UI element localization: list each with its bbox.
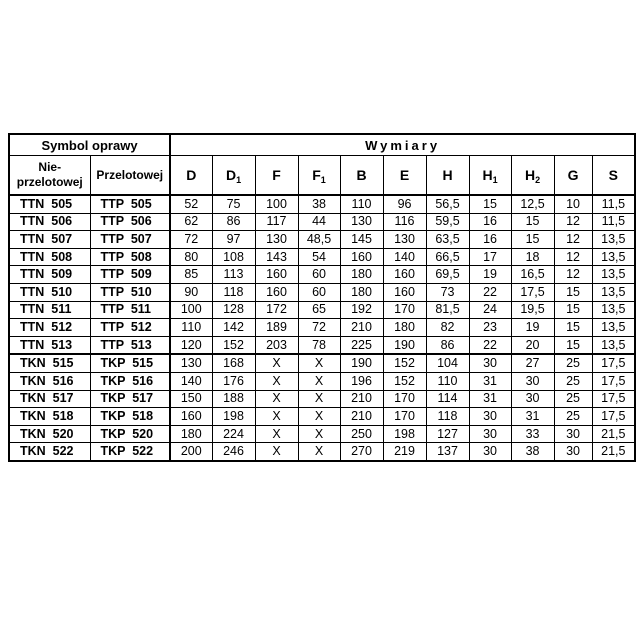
dimension-value: 13,5 <box>592 283 635 301</box>
dimension-value: 80 <box>170 248 212 266</box>
table-row <box>9 266 635 284</box>
dimension-value: 130 <box>170 354 212 372</box>
dimension-value: 30 <box>511 390 554 408</box>
dimension-value: 140 <box>383 248 426 266</box>
dimension-value: 130 <box>340 213 383 231</box>
dimension-value: 72 <box>298 319 340 337</box>
dimension-value: 180 <box>340 266 383 284</box>
dimension-value: 210 <box>340 319 383 337</box>
col-header-s: S <box>592 156 635 196</box>
dimension-value: X <box>298 354 340 372</box>
table-row <box>9 283 635 301</box>
symbol-nieprzelotowej: TKN 517 <box>9 390 90 408</box>
dimension-value: 30 <box>469 408 511 426</box>
dimension-value: 160 <box>255 266 298 284</box>
symbol-group-header: Symbol oprawy <box>9 134 170 156</box>
symbol-nieprzelotowej: TTN 506 <box>9 213 90 231</box>
dimension-value: 72 <box>170 231 212 249</box>
dimension-value: 210 <box>340 390 383 408</box>
dimension-value: 116 <box>383 213 426 231</box>
col-header-b: B <box>340 156 383 196</box>
dimension-value: 152 <box>212 336 255 354</box>
dimension-value: 172 <box>255 301 298 319</box>
dimension-value: 81,5 <box>426 301 469 319</box>
dimension-value: 20 <box>511 336 554 354</box>
dimension-value: 85 <box>170 266 212 284</box>
dimension-value: 113 <box>212 266 255 284</box>
dimension-value: 96 <box>383 195 426 213</box>
symbol-nieprzelotowej: TTN 511 <box>9 301 90 319</box>
dimension-value: 15 <box>554 319 592 337</box>
symbol-nieprzelotowej: TTN 507 <box>9 231 90 249</box>
dimension-value: X <box>255 372 298 390</box>
dimension-value: 86 <box>212 213 255 231</box>
dimension-value: 152 <box>383 372 426 390</box>
dimension-value: 192 <box>340 301 383 319</box>
dimension-value: 66,5 <box>426 248 469 266</box>
symbol-nieprzelotowej: TTN 508 <box>9 248 90 266</box>
dimension-value: 168 <box>212 354 255 372</box>
symbol-nieprzelotowej: TKN 520 <box>9 425 90 443</box>
symbol-przelotowej: TTP 512 <box>90 319 170 337</box>
dimension-value: 120 <box>170 336 212 354</box>
symbol-przelotowej: TKP 515 <box>90 354 170 372</box>
dimension-value: 210 <box>340 408 383 426</box>
dimension-value: 17,5 <box>592 372 635 390</box>
table-row <box>9 443 635 461</box>
dimension-value: 12 <box>554 266 592 284</box>
dimension-value: 180 <box>170 425 212 443</box>
dimension-value: 246 <box>212 443 255 461</box>
dimension-value: 140 <box>170 372 212 390</box>
table-row <box>9 319 635 337</box>
dimension-value: 52 <box>170 195 212 213</box>
dimension-value: 63,5 <box>426 231 469 249</box>
dimension-value: 33 <box>511 425 554 443</box>
dimension-value: X <box>298 425 340 443</box>
dimension-value: 13,5 <box>592 319 635 337</box>
dimension-value: 44 <box>298 213 340 231</box>
dimension-value: 15 <box>511 213 554 231</box>
dimension-value: 62 <box>170 213 212 231</box>
col-header-przelotowej: Przelotowej <box>90 156 170 196</box>
table-row <box>9 213 635 231</box>
dimension-value: 73 <box>426 283 469 301</box>
dimension-value: 190 <box>383 336 426 354</box>
dimension-value: 56,5 <box>426 195 469 213</box>
table-row <box>9 408 635 426</box>
dimension-value: 180 <box>340 283 383 301</box>
dimension-value: 24 <box>469 301 511 319</box>
dimension-value: 13,5 <box>592 336 635 354</box>
col-header-h2: $H_2$ <box>511 156 554 196</box>
dimension-value: 110 <box>170 319 212 337</box>
symbol-przelotowej: TKP 516 <box>90 372 170 390</box>
symbol-przelotowej: TTP 506 <box>90 213 170 231</box>
dimension-value: 48,5 <box>298 231 340 249</box>
dimension-value: 15 <box>554 301 592 319</box>
dimension-value: 17,5 <box>511 283 554 301</box>
dimension-value: 117 <box>255 213 298 231</box>
dimension-value: 12 <box>554 231 592 249</box>
dimension-value: X <box>255 443 298 461</box>
dimension-value: 127 <box>426 425 469 443</box>
dimension-value: 21,5 <box>592 425 635 443</box>
dimension-value: 23 <box>469 319 511 337</box>
dimension-value: 198 <box>212 408 255 426</box>
dimension-value: 90 <box>170 283 212 301</box>
dimension-value: 128 <box>212 301 255 319</box>
symbol-przelotowej: TKP 522 <box>90 443 170 461</box>
dimension-value: 180 <box>383 319 426 337</box>
symbol-przelotowej: TTP 513 <box>90 336 170 354</box>
dimension-value: 13,5 <box>592 301 635 319</box>
dimension-value: 15 <box>554 336 592 354</box>
dimension-value: 18 <box>511 248 554 266</box>
dimension-value: 60 <box>298 266 340 284</box>
dimension-value: X <box>255 408 298 426</box>
dimension-value: 170 <box>383 408 426 426</box>
table-row <box>9 372 635 390</box>
dimension-value: 152 <box>383 354 426 372</box>
col-header-g: G <box>554 156 592 196</box>
symbol-przelotowej: TTP 508 <box>90 248 170 266</box>
dimension-value: 31 <box>469 390 511 408</box>
dimension-value: 27 <box>511 354 554 372</box>
dimension-value: 21,5 <box>592 443 635 461</box>
dimension-value: 196 <box>340 372 383 390</box>
symbol-przelotowej: TTP 510 <box>90 283 170 301</box>
dimension-value: 25 <box>554 354 592 372</box>
table-row <box>9 301 635 319</box>
symbol-nieprzelotowej: TKN 516 <box>9 372 90 390</box>
dimension-value: X <box>298 372 340 390</box>
dimension-value: X <box>298 443 340 461</box>
col-header-h: H <box>426 156 469 196</box>
dimension-value: 219 <box>383 443 426 461</box>
dimension-value: 250 <box>340 425 383 443</box>
dimension-value: 104 <box>426 354 469 372</box>
dimension-value: 170 <box>383 301 426 319</box>
symbol-przelotowej: TTP 507 <box>90 231 170 249</box>
dimension-value: 189 <box>255 319 298 337</box>
dimension-value: 25 <box>554 372 592 390</box>
dimension-value: 110 <box>340 195 383 213</box>
dimension-value: 114 <box>426 390 469 408</box>
col-header-e: E <box>383 156 426 196</box>
dimension-value: 12,5 <box>511 195 554 213</box>
dimension-value: 160 <box>255 283 298 301</box>
dimension-value: 118 <box>212 283 255 301</box>
table-row <box>9 231 635 249</box>
symbol-przelotowej: TTP 511 <box>90 301 170 319</box>
dimension-value: 59,5 <box>426 213 469 231</box>
dims-group-header: Wymiary <box>170 134 635 156</box>
dimension-value: 110 <box>426 372 469 390</box>
dimension-value: 160 <box>383 283 426 301</box>
dimension-value: 100 <box>170 301 212 319</box>
dimension-value: 190 <box>340 354 383 372</box>
dimension-value: 160 <box>383 266 426 284</box>
table-row <box>9 354 635 372</box>
dimension-value: 82 <box>426 319 469 337</box>
dimension-value: 25 <box>554 390 592 408</box>
dimension-value: 176 <box>212 372 255 390</box>
symbol-przelotowej: TTP 505 <box>90 195 170 213</box>
dimension-value: 145 <box>340 231 383 249</box>
dimension-value: 30 <box>469 443 511 461</box>
dimension-value: 224 <box>212 425 255 443</box>
dimension-value: 137 <box>426 443 469 461</box>
dimension-value: 75 <box>212 195 255 213</box>
symbol-nieprzelotowej: TTN 505 <box>9 195 90 213</box>
dimension-value: 13,5 <box>592 266 635 284</box>
symbol-przelotowej: TKP 520 <box>90 425 170 443</box>
dimension-value: 198 <box>383 425 426 443</box>
dimension-value: 22 <box>469 283 511 301</box>
dimension-value: 17,5 <box>592 390 635 408</box>
dimension-value: 19,5 <box>511 301 554 319</box>
dimension-value: 16 <box>469 213 511 231</box>
dimension-value: 38 <box>511 443 554 461</box>
dimension-value: 225 <box>340 336 383 354</box>
dimension-value: 13,5 <box>592 248 635 266</box>
symbol-przelotowej: TKP 518 <box>90 408 170 426</box>
symbol-przelotowej: TKP 517 <box>90 390 170 408</box>
symbol-przelotowej: TTP 509 <box>90 266 170 284</box>
dimension-value: X <box>255 354 298 372</box>
table-row <box>9 248 635 266</box>
dimension-value: 100 <box>255 195 298 213</box>
dimension-value: 150 <box>170 390 212 408</box>
dimensions-table <box>8 133 636 462</box>
symbol-nieprzelotowej: TTN 510 <box>9 283 90 301</box>
symbol-nieprzelotowej: TTN 513 <box>9 336 90 354</box>
dimension-value: 31 <box>469 372 511 390</box>
dimension-value: 30 <box>469 354 511 372</box>
table-row <box>9 336 635 354</box>
dimension-value: 160 <box>170 408 212 426</box>
dimension-value: 60 <box>298 283 340 301</box>
dimension-value: 86 <box>426 336 469 354</box>
dimension-value: 15 <box>469 195 511 213</box>
dimension-value: 22 <box>469 336 511 354</box>
col-header-nieprzelotowej: Nie- przelotowej <box>9 156 90 196</box>
col-header-f1: $F_1$ <box>298 156 340 196</box>
symbol-nieprzelotowej: TKN 515 <box>9 354 90 372</box>
dimension-value: 12 <box>554 248 592 266</box>
dimension-value: X <box>298 390 340 408</box>
symbol-nieprzelotowej: TTN 509 <box>9 266 90 284</box>
dimension-value: 203 <box>255 336 298 354</box>
dimension-value: 108 <box>212 248 255 266</box>
table-row <box>9 425 635 443</box>
dimension-value: 16 <box>469 231 511 249</box>
dimension-value: 38 <box>298 195 340 213</box>
dimension-value: 10 <box>554 195 592 213</box>
dimension-value: X <box>255 425 298 443</box>
dimension-value: 16,5 <box>511 266 554 284</box>
col-header-h1: $H_1$ <box>469 156 511 196</box>
dimension-value: 54 <box>298 248 340 266</box>
dimension-value: 17 <box>469 248 511 266</box>
dimension-value: 69,5 <box>426 266 469 284</box>
dimension-value: X <box>255 390 298 408</box>
dimension-value: X <box>298 408 340 426</box>
dimension-value: 17,5 <box>592 408 635 426</box>
dimension-value: 11,5 <box>592 213 635 231</box>
dimension-value: 160 <box>340 248 383 266</box>
dimension-value: 65 <box>298 301 340 319</box>
dimension-value: 19 <box>511 319 554 337</box>
dimension-value: 270 <box>340 443 383 461</box>
symbol-nieprzelotowej: TTN 512 <box>9 319 90 337</box>
dimension-value: 30 <box>469 425 511 443</box>
dimension-value: 19 <box>469 266 511 284</box>
dimension-value: 188 <box>212 390 255 408</box>
col-header-d: D <box>170 156 212 196</box>
dimension-value: 130 <box>255 231 298 249</box>
dimension-value: 13,5 <box>592 231 635 249</box>
dimension-value: 170 <box>383 390 426 408</box>
dimension-value: 30 <box>554 443 592 461</box>
dimension-value: 142 <box>212 319 255 337</box>
dimension-value: 30 <box>554 425 592 443</box>
dimension-value: 143 <box>255 248 298 266</box>
col-header-d1: $D_1$ <box>212 156 255 196</box>
symbol-nieprzelotowej: TKN 518 <box>9 408 90 426</box>
dimension-value: 15 <box>511 231 554 249</box>
dimension-value: 12 <box>554 213 592 231</box>
dimension-value: 25 <box>554 408 592 426</box>
dimension-value: 30 <box>511 372 554 390</box>
dimension-value: 17,5 <box>592 354 635 372</box>
dimension-value: 130 <box>383 231 426 249</box>
symbol-nieprzelotowej: TKN 522 <box>9 443 90 461</box>
table-row <box>9 390 635 408</box>
dimension-value: 97 <box>212 231 255 249</box>
dimension-value: 118 <box>426 408 469 426</box>
dimension-value: 200 <box>170 443 212 461</box>
dimension-value: 11,5 <box>592 195 635 213</box>
dimension-value: 78 <box>298 336 340 354</box>
table-row <box>9 195 635 213</box>
dimension-value: 31 <box>511 408 554 426</box>
dimension-value: 15 <box>554 283 592 301</box>
col-header-f: F <box>255 156 298 196</box>
